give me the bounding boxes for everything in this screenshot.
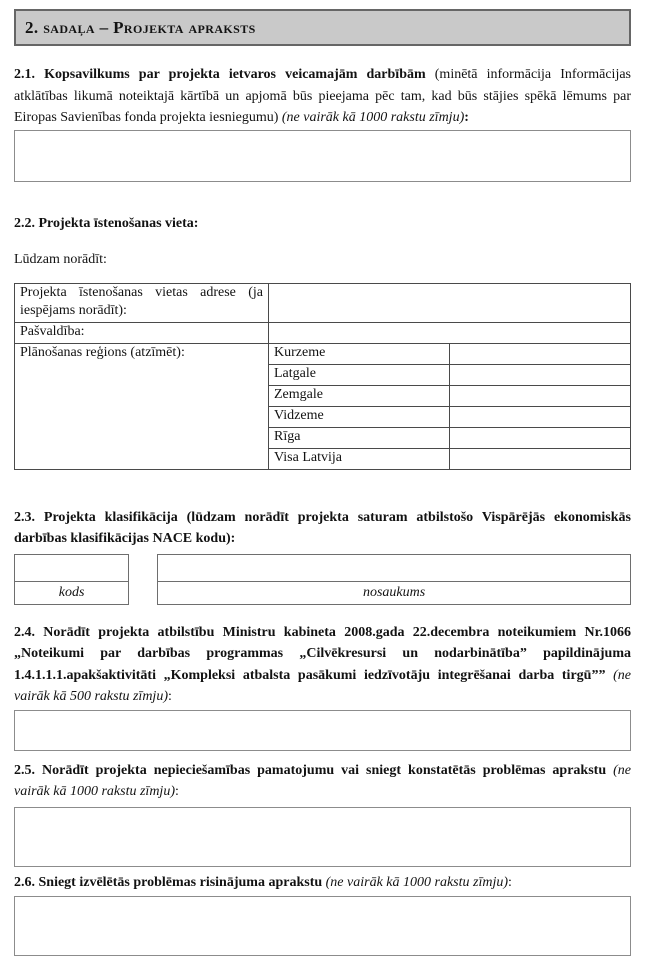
- section-2-4-heading: 2.4. Norādīt projekta atbilstību Ministru kabineta 2008.gada 22.decembra noteikumiem Nr.1066 „Noteikumi par darbības programmas „Cilvēkresursi un nodarbinātība” papildinājuma 1.4.1.1.1.apakšaktivitāti „Kompleksi atbalsta pasākumi iedzīvotāju integrēšanai darba tirgū””: [14, 624, 631, 683]
- section-2-2-prompt: Lūdzam norādīt:: [14, 252, 107, 267]
- municipality-input-cell[interactable]: [269, 322, 631, 343]
- region-mark-cell[interactable]: [450, 448, 631, 469]
- region-label-cell: Plānošanas reģions (atzīmēt):: [15, 343, 269, 469]
- nace-name-label: nosaukums: [158, 581, 631, 604]
- section-2-6-label: [14, 872, 631, 894]
- section-2-1-heading: 2.1. Kopsavilkums par projekta ietvaros veicamajām darbībām: [14, 67, 426, 82]
- section-2-2-heading: 2.2. Projekta īstenošanas vieta:: [14, 215, 199, 231]
- section-2-6-heading: 2.6. Sniegt izvēlētās problēmas risinājuma aprakstu: [14, 874, 323, 890]
- table-row: [15, 322, 631, 343]
- section-2-5-heading: 2.5. Norādīt projekta nepieciešamības pamatojumu vai sniegt konstatētās problēmas aprakstu: [14, 762, 607, 778]
- section-2-1-colon: :: [464, 110, 469, 125]
- region-name-cell: Rīga: [269, 427, 450, 448]
- section-2-5-label: [14, 760, 631, 803]
- nace-code-table: [14, 554, 129, 605]
- table-row: [158, 581, 631, 604]
- region-mark-cell[interactable]: [450, 364, 631, 385]
- location-table: [14, 283, 631, 470]
- section-2-6-limit: (ne vairāk kā 1000 rakstu zīmju): [322, 874, 508, 890]
- section-2-6-colon: :: [508, 874, 512, 890]
- address-label-cell: Projekta īstenošanas vietas adrese (ja iespējams norādīt):: [15, 283, 269, 322]
- section-2-1-label: [14, 64, 631, 129]
- region-mark-cell[interactable]: [450, 427, 631, 448]
- region-mark-cell[interactable]: [450, 385, 631, 406]
- region-name-cell: Kurzeme: [269, 343, 450, 364]
- solution-input[interactable]: [14, 896, 631, 956]
- table-row: [15, 283, 631, 322]
- nace-name-table: [157, 554, 631, 605]
- justification-input[interactable]: [14, 807, 631, 867]
- region-name-cell: Vidzeme: [269, 406, 450, 427]
- address-input-cell[interactable]: [269, 283, 631, 322]
- section-header-bar: [14, 9, 631, 46]
- nace-tables: [14, 554, 631, 605]
- section-2-4-label: [14, 622, 631, 708]
- section-2-5-colon: :: [174, 784, 179, 799]
- section-2-1-limit: (ne vairāk kā 1000 rakstu zīmju): [281, 110, 465, 125]
- region-name-cell: Zemgale: [269, 385, 450, 406]
- table-row: [15, 554, 129, 581]
- compliance-input[interactable]: [14, 710, 631, 751]
- nace-name-input-cell[interactable]: [158, 554, 631, 581]
- region-row: [15, 343, 631, 364]
- region-name-cell: Visa Latvija: [269, 448, 450, 469]
- table-row: [15, 581, 129, 604]
- section-2-3-heading: 2.3. Projekta klasifikācija (lūdzam norādīt projekta saturam atbilstošo Vispārējās ekonomiskās darbības klasifikācijas NACE kodu):: [14, 509, 631, 546]
- municipality-label-cell: Pašvaldība:: [15, 322, 269, 343]
- section-2-1-note: (minētā informācija Informācijas atklātības likumā noteiktajā kārtībā un apjomā būs pieejama pēc tam, kad būs stājies spēkā lēmums par Eiropas Savienības fonda projekta iesniegumu): [14, 67, 632, 125]
- nace-code-label: kods: [15, 581, 129, 604]
- section-2-4-colon: :: [167, 689, 172, 704]
- section-2-4-limit: (ne vairāk kā 500 rakstu zīmju): [14, 667, 631, 704]
- table-row: [158, 554, 631, 581]
- summary-input[interactable]: [14, 130, 631, 182]
- section-title: 2. sadaļa – Projekta apraksts: [25, 17, 256, 37]
- nace-code-input-cell[interactable]: [15, 554, 129, 581]
- region-mark-cell[interactable]: [450, 406, 631, 427]
- region-mark-cell[interactable]: [450, 343, 631, 364]
- section-2-5-limit: (ne vairāk kā 1000 rakstu zīmju): [14, 762, 631, 799]
- region-name-cell: Latgale: [269, 364, 450, 385]
